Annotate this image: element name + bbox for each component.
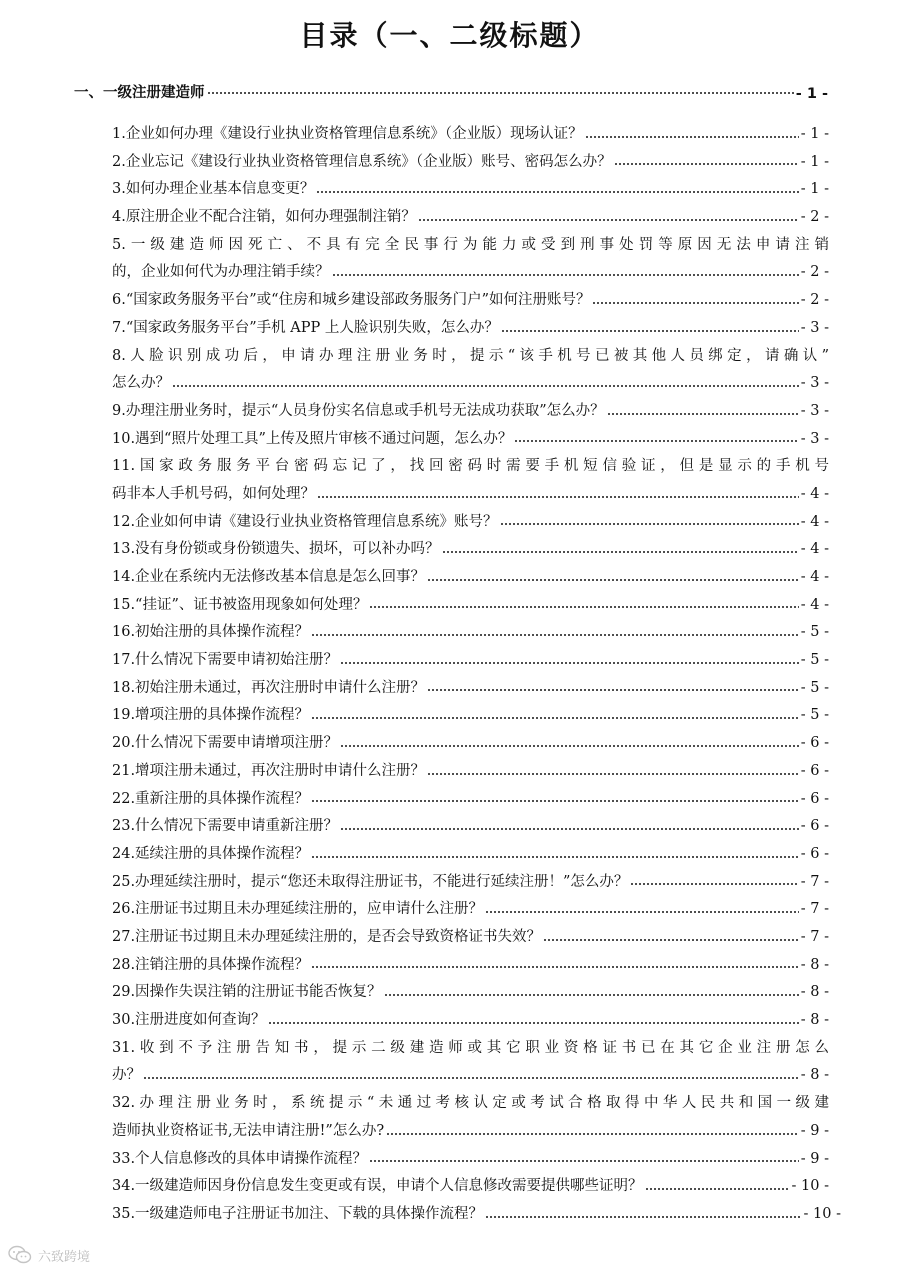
toc-page-number: - 8 -	[800, 956, 829, 973]
toc-entry-line	[112, 813, 829, 841]
dot-leader	[585, 132, 799, 142]
toc-page-number: - 2 -	[800, 264, 829, 281]
toc-page-number: - 8 -	[800, 984, 829, 1001]
toc-entry[interactable]	[112, 1035, 829, 1090]
toc-entry[interactable]	[112, 536, 829, 564]
toc-page-number: - 8 -	[800, 1067, 829, 1084]
toc-page-number: - 1 -	[800, 125, 829, 142]
toc-entry[interactable]	[112, 841, 829, 869]
toc-entry[interactable]	[112, 647, 829, 675]
dot-leader	[427, 769, 799, 779]
toc-page-number: - 4 -	[800, 596, 829, 613]
toc-entry-text: 4.原注册企业不配合注销，如何办理强制注销？	[112, 209, 416, 226]
dot-leader	[340, 741, 799, 751]
dot-leader	[172, 381, 799, 391]
toc-page-number: - 4 -	[800, 541, 829, 558]
toc-entry[interactable]	[112, 786, 829, 814]
toc-entry[interactable]	[112, 1007, 829, 1035]
toc-entry[interactable]	[112, 896, 829, 924]
toc-entry-line	[112, 1201, 841, 1229]
toc-page-number: - 10 -	[791, 1178, 829, 1195]
toc-entry-line	[112, 896, 829, 924]
toc-entry[interactable]	[112, 619, 829, 647]
toc-page-number: - 5 -	[800, 679, 829, 696]
toc-entry-line	[112, 619, 829, 647]
toc-entry-text: 6.“国家政务服务平台”或“住房和城乡建设部政务服务门户”如何注册账号？	[112, 292, 591, 309]
toc-entry-text: 25.办理延续注册时，提示“您还未取得注册证书，不能进行延续注册！”怎么办？	[112, 873, 629, 890]
toc-page-number: - 4 -	[800, 513, 829, 530]
toc-entry-text: 9.办理注册业务时，提示“人员身份实名信息或手机号无法成功获取”怎么办？	[112, 402, 605, 419]
toc-entry-line	[112, 730, 829, 758]
toc-entry[interactable]	[112, 343, 829, 398]
dot-leader	[418, 215, 799, 225]
dot-leader	[369, 602, 798, 612]
toc-entry[interactable]	[112, 675, 829, 703]
dot-leader	[311, 852, 799, 862]
toc-entry-text: 21.增项注册未通过，再次注册时申请什么注册？	[112, 762, 426, 779]
toc-list	[112, 121, 841, 1229]
toc-entry-text: 造师执业资格证书,无法申请注册!”怎么办?	[112, 1122, 385, 1139]
toc-entry-line	[112, 1007, 829, 1035]
toc-entry-text: 12.企业如何申请《建设行业执业资格管理信息系统》账号？	[112, 513, 498, 530]
toc-entry-line	[112, 1118, 829, 1146]
toc-entry[interactable]	[112, 1173, 829, 1201]
toc-entry[interactable]	[112, 1146, 829, 1174]
dot-leader	[442, 547, 799, 557]
toc-page-number: - 3 -	[800, 402, 829, 419]
toc-entry-text: 16.初始注册的具体操作流程？	[112, 624, 310, 641]
toc-entry-text: 13.没有身份锁或身份锁遗失、损坏，可以补办吗？	[112, 541, 440, 558]
dot-leader	[543, 935, 799, 945]
toc-entry[interactable]	[112, 592, 829, 620]
toc-entry-text: 28.注销注册的具体操作流程？	[112, 956, 310, 973]
toc-entry-text: 27.注册证书过期且未办理延续注册的，是否会导致资格证书失效？	[112, 928, 542, 945]
dot-leader	[427, 685, 799, 695]
dot-leader	[630, 879, 798, 889]
toc-entry-line	[112, 1146, 829, 1174]
toc-entry-line	[112, 398, 829, 426]
toc-entry[interactable]	[112, 204, 829, 232]
toc-page-number: - 6 -	[800, 762, 829, 779]
toc-entry-line	[112, 204, 829, 232]
toc-entry-line	[112, 979, 829, 1007]
dot-leader	[514, 436, 798, 446]
toc-page-number: - 8 -	[800, 1012, 829, 1029]
toc-entry-text-line1: 5.一级建造师因死亡、不具有完全民事行为能力或受到刑事处罚等原因无法申请注销	[112, 236, 829, 253]
toc-entry[interactable]	[112, 869, 829, 897]
toc-entry-line	[112, 259, 829, 287]
toc-entry-text-line1: 32.办理注册业务时，系统提示“未通过考核认定或考试合格取得中华人民共和国一级建	[112, 1095, 829, 1112]
toc-entry[interactable]	[112, 1090, 829, 1145]
toc-entry-line	[112, 592, 829, 620]
toc-entry-text: 的，企业如何代为办理注销手续？	[112, 264, 330, 281]
dot-leader	[316, 187, 798, 197]
toc-page-number: - 9 -	[800, 1122, 829, 1139]
toc-page-number: - 4 -	[800, 569, 829, 586]
toc-entry-text: 34.一级建造师因身份信息发生变更或有误，申请个人信息修改需要提供哪些证明？	[112, 1178, 643, 1195]
toc-entry[interactable]	[112, 398, 829, 426]
toc-page-number: - 7 -	[800, 901, 829, 918]
toc-page-number: - 2 -	[800, 292, 829, 309]
toc-page-number: - 1 -	[800, 181, 829, 198]
toc-page-number: - 1 -	[800, 153, 829, 170]
toc-entry-line	[112, 149, 829, 177]
toc-entry-line	[112, 315, 829, 343]
toc-entry-line	[112, 176, 829, 204]
toc-entry[interactable]	[112, 979, 829, 1007]
toc-section-heading[interactable]	[74, 76, 828, 102]
toc-entry[interactable]	[112, 121, 829, 149]
watermark	[8, 1244, 90, 1266]
toc-entry[interactable]	[112, 702, 829, 730]
dot-leader	[500, 519, 799, 529]
toc-entry-line	[112, 287, 829, 315]
toc-entry-text: 18.初始注册未通过，再次注册时申请什么注册？	[112, 679, 426, 696]
dot-leader	[311, 630, 799, 640]
toc-entry[interactable]	[112, 176, 829, 204]
toc-entry-text: 26.注册证书过期且未办理延续注册的，应申请什么注册？	[112, 901, 484, 918]
toc-page-number: - 4 -	[800, 485, 829, 502]
toc-entry-text-line1: 31.收到不予注册告知书，提示二级建造师或其它职业资格证书已在其它企业注册怎么	[112, 1039, 829, 1056]
toc-entry-text: 码非本人手机号码，如何处理？	[112, 485, 315, 502]
toc-entry[interactable]	[112, 315, 829, 343]
toc-entry-text: 20.什么情况下需要申请增项注册？	[112, 735, 339, 752]
dot-leader	[384, 990, 799, 1000]
dot-leader	[332, 270, 799, 280]
watermark-text: 六致跨境	[38, 1249, 91, 1265]
toc-entry-text: 1.企业如何办理《建设行业执业资格管理信息系统》（企业版）现场认证？	[112, 125, 583, 142]
dot-leader	[317, 492, 799, 502]
dot-leader	[501, 326, 799, 336]
toc-entry-line	[112, 675, 829, 703]
toc-page-number: - 3 -	[800, 375, 829, 392]
toc-entry-text: 怎么办？	[112, 375, 170, 392]
toc-entry[interactable]	[112, 232, 829, 287]
dot-leader	[485, 1212, 801, 1222]
toc-entry[interactable]	[112, 564, 829, 592]
toc-entry-text: 14.企业在系统内无法修改基本信息是怎么回事？	[112, 569, 426, 586]
toc-entry-line	[112, 481, 829, 509]
toc-page-number: - 6 -	[800, 735, 829, 752]
toc-entry-line	[112, 536, 829, 564]
toc-entry-text: 15.“挂证”、证书被盗用现象如何处理？	[112, 596, 368, 613]
toc-entry[interactable]	[112, 509, 829, 537]
toc-page-number: - 2 -	[800, 209, 829, 226]
dot-leader	[143, 1073, 799, 1083]
toc-entry-line	[112, 924, 829, 952]
toc-entry-line	[112, 509, 829, 537]
toc-entry[interactable]	[112, 730, 829, 758]
dot-leader	[427, 575, 799, 585]
toc-page-number: - 5 -	[800, 624, 829, 641]
toc-page-number: - 5 -	[800, 652, 829, 669]
toc-entry[interactable]	[112, 149, 829, 177]
toc-entry-text: 33.个人信息修改的具体申请操作流程？	[112, 1150, 368, 1167]
dot-leader	[645, 1184, 790, 1194]
toc-page-number: - 10 -	[803, 1205, 841, 1222]
toc-entry-text: 办？	[112, 1067, 141, 1084]
toc-page-number: - 7 -	[800, 873, 829, 890]
toc-page-number: - 6 -	[800, 818, 829, 835]
dot-leader	[485, 907, 799, 917]
dot-leader	[207, 88, 794, 98]
dot-leader	[311, 796, 799, 806]
toc-entry[interactable]	[112, 1201, 841, 1229]
toc-page-number: - 3 -	[800, 319, 829, 336]
dot-leader	[386, 1129, 799, 1139]
toc-entry-line	[112, 952, 829, 980]
toc-section-label: 一、一级注册建造师	[74, 85, 205, 101]
toc-entry-line	[112, 841, 829, 869]
toc-entry-text: 17.什么情况下需要申请初始注册？	[112, 652, 339, 669]
toc-entry-text: 3.如何办理企业基本信息变更？	[112, 181, 315, 198]
dot-leader	[311, 713, 799, 723]
toc-entry-text: 23.什么情况下需要申请重新注册？	[112, 818, 339, 835]
toc-entry-text-line1: 8.人脸识别成功后，申请办理注册业务时，提示“该手机号已被其他人员绑定，请确认”	[112, 347, 829, 364]
toc-entry[interactable]	[112, 453, 829, 508]
toc-page-number: - 6 -	[800, 790, 829, 807]
toc-entry[interactable]	[112, 924, 829, 952]
toc-entry-line	[112, 758, 829, 786]
toc-entry[interactable]	[112, 813, 829, 841]
toc-entry-text: 7.“国家政务服务平台”手机 APP 上人脸识别失败，怎么办？	[112, 319, 499, 336]
toc-entry-line	[112, 121, 829, 149]
dot-leader	[268, 1018, 799, 1028]
toc-entry[interactable]	[112, 426, 829, 454]
toc-page-number: - 9 -	[800, 1150, 829, 1167]
toc-entry[interactable]	[112, 287, 829, 315]
dot-leader	[311, 962, 799, 972]
toc-entry-text: 10.遇到“照片处理工具”上传及照片审核不通过问题，怎么办？	[112, 430, 513, 447]
toc-entry-line	[112, 1173, 829, 1201]
toc-entry-text: 35.一级建造师电子注册证书加注、下载的具体操作流程？	[112, 1205, 484, 1222]
dot-leader	[340, 658, 799, 668]
toc-page-number: - 1 -	[795, 86, 828, 102]
toc-entry-text: 2.企业忘记《建设行业执业资格管理信息系统》（企业版）账号、密码怎么办？	[112, 153, 612, 170]
toc-entry-text: 19.增项注册的具体操作流程？	[112, 707, 310, 724]
dot-leader	[592, 298, 798, 308]
toc-entry-text: 24.延续注册的具体操作流程？	[112, 845, 310, 862]
toc-page-number: - 3 -	[800, 430, 829, 447]
page-title: 目录（一、二级标题）	[299, 19, 600, 52]
toc-page-number: - 6 -	[800, 845, 829, 862]
toc-entry-text: 29.因操作失误注销的注册证书能否恢复？	[112, 984, 382, 1001]
dot-leader	[614, 159, 799, 169]
toc-entry-text: 22.重新注册的具体操作流程？	[112, 790, 310, 807]
toc-entry-line	[112, 869, 829, 897]
toc-entry-line	[112, 702, 829, 730]
dot-leader	[369, 1156, 799, 1166]
toc-entry-line	[112, 1062, 829, 1090]
toc-page-number: - 5 -	[800, 707, 829, 724]
toc-entry-line	[112, 647, 829, 675]
dot-leader	[607, 409, 799, 419]
toc-entry-line	[112, 370, 829, 398]
toc-entry[interactable]	[112, 952, 829, 980]
toc-entry-line	[112, 786, 829, 814]
toc-entry-line	[112, 426, 829, 454]
toc-entry-line	[112, 564, 829, 592]
dot-leader	[340, 824, 799, 834]
toc-page-number: - 7 -	[800, 928, 829, 945]
toc-entry-text: 30.注册进度如何查询？	[112, 1012, 266, 1029]
toc-entry[interactable]	[112, 758, 829, 786]
toc-entry-text-line1: 11.国家政务服务平台密码忘记了，找回密码时需要手机短信验证，但是显示的手机号	[112, 458, 829, 475]
wechat-logo-icon	[8, 1245, 32, 1265]
